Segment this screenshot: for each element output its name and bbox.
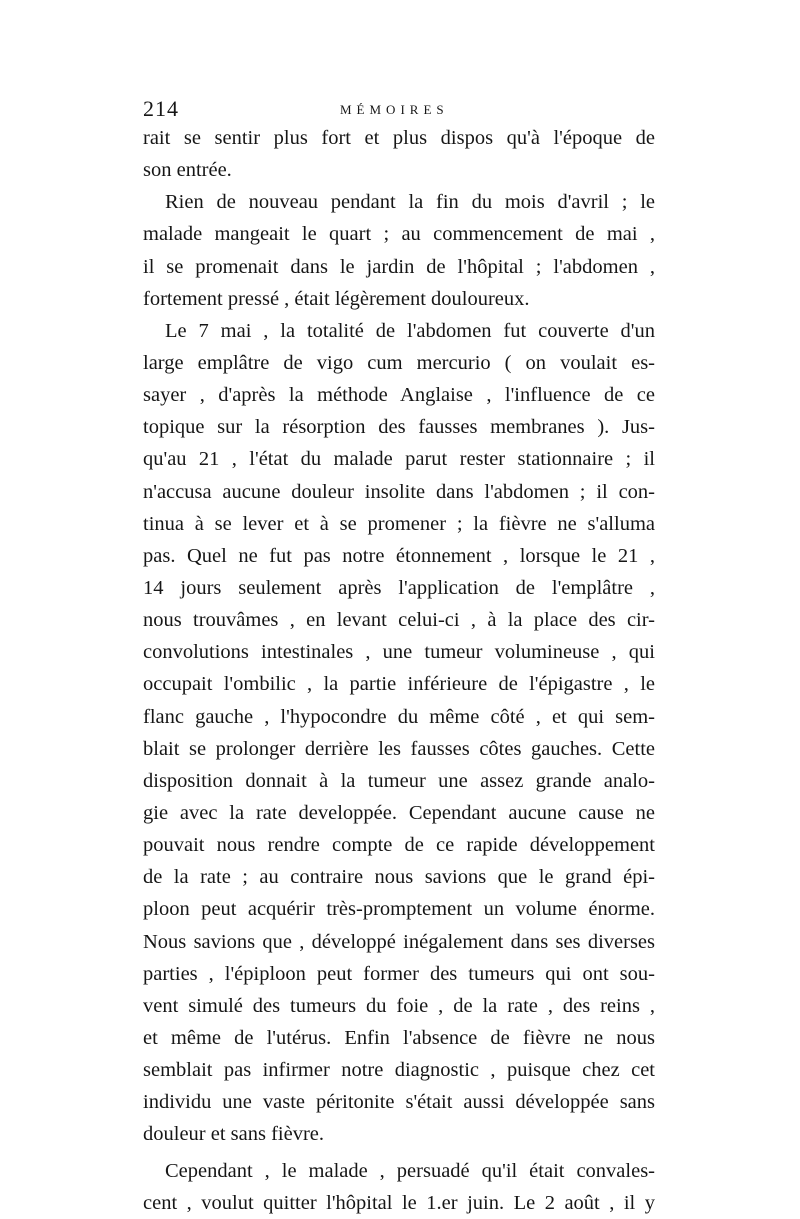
text-line: Rien de nouveau pendant la fin du mois d'avril ; le — [165, 191, 655, 214]
paragraph — [143, 1155, 655, 1219]
text-line: nous trouvâmes , en levant celui-ci , à la place des cir- — [143, 609, 655, 632]
paragraph — [143, 186, 655, 315]
text-line: pouvait nous rendre compte de ce rapide développement — [143, 834, 655, 857]
text-line: flanc gauche , l'hypocondre du même côté , et qui sem- — [143, 705, 655, 728]
text-line: qu'au 21 , l'état du malade parut rester stationnaire ; il — [143, 448, 655, 471]
text-line: n'accusa aucune douleur insolite dans l'abdomen ; il con- — [143, 480, 655, 503]
text-line: de la rate ; au contraire nous savions que le grand épi- — [143, 866, 655, 889]
text-line: et même de l'utérus. Enfin l'absence de fièvre ne nous — [143, 1026, 655, 1049]
text-line: Le 7 mai , la totalité de l'abdomen fut couverte d'un — [165, 319, 655, 342]
text-line: cent , voulut quitter l'hôpital le 1.er juin. Le 2 août , il y — [143, 1191, 655, 1214]
text-line: topique sur la résorption des fausses membranes ). Jus- — [143, 416, 655, 439]
running-title: MÉMOIRES — [340, 102, 449, 117]
text-line: ploon peut acquérir très-promptement un volume énorme. — [143, 898, 655, 921]
text-line: fortement pressé , était légèrement douloureux. — [143, 287, 530, 310]
page-body — [143, 122, 655, 1219]
text-line: rait se sentir plus fort et plus dispos qu'à l'époque de — [143, 127, 655, 149]
text-line: disposition donnait à la tumeur une assez grande analo- — [143, 769, 655, 792]
text-line: blait se prolonger derrière les fausses côtes gauches. Cette — [143, 737, 655, 760]
paragraph — [143, 315, 655, 1151]
text-line: vent simulé des tumeurs du foie , de la rate , des reins , — [143, 994, 655, 1017]
text-line: gie avec la rate developpée. Cependant aucune cause ne — [143, 801, 655, 824]
text-line: Cependant , le malade , persuadé qu'il était convales- — [165, 1159, 655, 1182]
text-line: son entrée. — [143, 159, 232, 182]
text-line: il se promenait dans le jardin de l'hôpital ; l'abdomen , — [143, 255, 655, 278]
text-line: convolutions intestinales , une tumeur volumineuse , qui — [143, 641, 655, 664]
text-line: parties , l'épiploon peut former des tumeurs qui ont sou- — [143, 962, 655, 985]
page-number: 214 — [143, 96, 179, 121]
text-line: 14 jours seulement après l'application de l'emplâtre , — [143, 576, 655, 599]
text-line: malade mangeait le quart ; au commencement de mai , — [143, 223, 655, 246]
text-line: Nous savions que , développé inégalement dans ses diverses — [143, 930, 655, 953]
text-line: large emplâtre de vigo cum mercurio ( on voulait es- — [143, 351, 655, 374]
text-line: semblait pas infirmer notre diagnostic , puisque chez cet — [143, 1059, 655, 1082]
text-line: individu une vaste péritonite s'était aussi développée sans — [143, 1091, 655, 1114]
text-line: occupait l'ombilic , la partie inférieure de l'épigastre , le — [143, 673, 655, 696]
text-line: tinua à se lever et à se promener ; la fièvre ne s'alluma — [143, 512, 655, 535]
text-line: douleur et sans fièvre. — [143, 1123, 325, 1146]
text-line: pas. Quel ne fut pas notre étonnement , lorsque le 21 , — [143, 544, 655, 567]
text-line: sayer , d'après la méthode Anglaise , l'influence de ce — [143, 384, 655, 407]
paragraph — [143, 122, 655, 186]
